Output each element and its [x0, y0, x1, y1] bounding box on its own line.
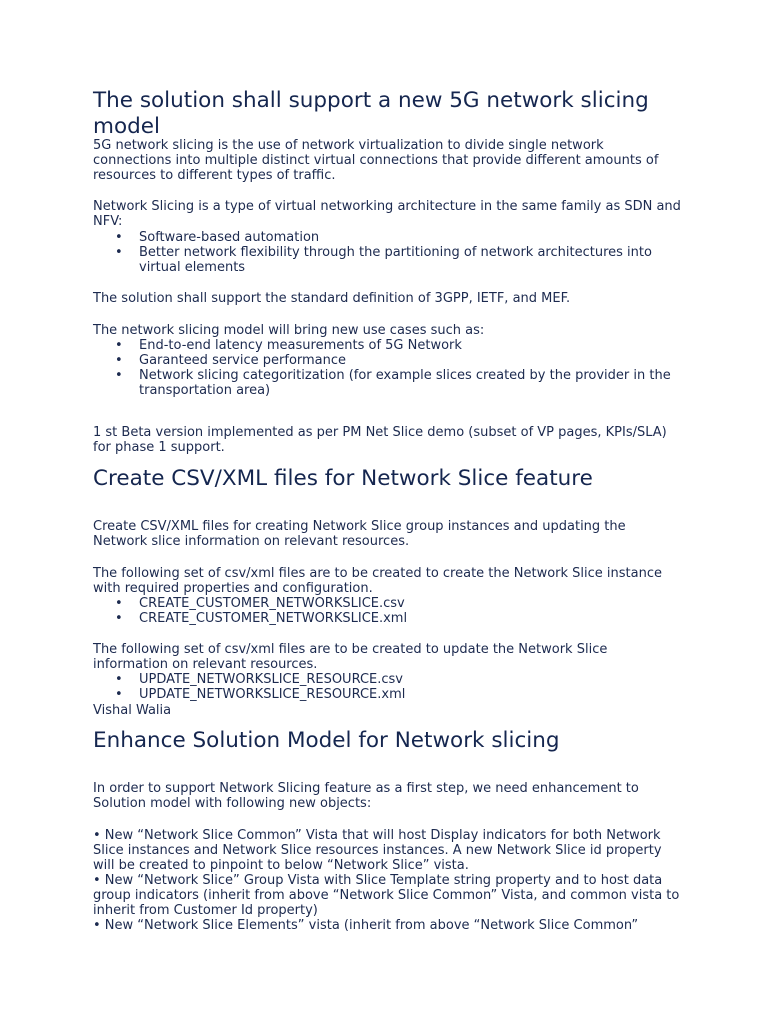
list-item: • Garanteed service performance: [93, 353, 683, 368]
section2-para2: The following set of csv/xml files are to be created to create the Network Slice instance with required properties and configuration.: [93, 566, 663, 596]
list-item: • CREATE_CUSTOMER_NETWORKSLICE.xml: [93, 611, 683, 626]
list-item: • CREATE_CUSTOMER_NETWORKSLICE.csv: [93, 596, 683, 611]
section2-para3: The following set of csv/xml files are to be created to update the Network Slice information on relevant resources.: [93, 642, 608, 672]
list-item: • Software-based automation: [93, 230, 683, 245]
section1-para2: Network Slicing is a type of virtual networking architecture in the same family as SDN and NFV:: [93, 199, 681, 229]
list-item: • UPDATE_NETWORKSLICE_RESOURCE.csv: [93, 672, 683, 687]
section2-intro: Create CSV/XML files for creating Network Slice group instances and updating the Network slice information on relevant resources.: [93, 519, 626, 549]
list-item: • End-to-end latency measurements of 5G Network: [93, 338, 683, 353]
list-item: • New “Network Slice Elements” vista (inherit from above “Network Slice Common”: [93, 918, 639, 933]
section3-title: Enhance Solution Model for Network slicing: [93, 728, 560, 753]
section1-intro: 5G network slicing is the use of network virtualization to divide single network connections into multiple distinct virtual connections that provide different amounts of resources to different types of traffic.: [93, 138, 659, 183]
section2-title: Create CSV/XML files for Network Slice feature: [93, 466, 593, 491]
list-item: • Better network flexibility through the partitioning of network architectures into virtual elements: [93, 245, 683, 275]
list-item: • New “Network Slice” Group Vista with Slice Template string property and to host data group indicators (inherit from above “Network Slice Common” Vista, and common vista to inherit from Customer Id property): [93, 873, 680, 918]
section3-items: [93, 828, 683, 933]
section2-bullet-list-1: [93, 596, 683, 626]
section3-intro: In order to support Network Slicing feature as a first step, we need enhancement to Solution model with following new objects:: [93, 781, 639, 811]
list-item: • New “Network Slice Common” Vista that will host Display indicators for both Network Slice instances and Network Slice resources instances. A new Network Slice id property will be created to pinpoint to below “Network Slice” vista.: [93, 828, 662, 873]
section2-author: Vishal Walia: [93, 703, 172, 718]
list-item: • Network slicing categoritization (for example slices created by the provider in the transportation area): [93, 368, 683, 398]
section1-para5: 1 st Beta version implemented as per PM Net Slice demo (subset of VP pages, KPIs/SLA) for phase 1 support.: [93, 425, 667, 455]
section1-title: The solution shall support a new 5G network slicing model: [93, 88, 649, 139]
list-item: • UPDATE_NETWORKSLICE_RESOURCE.xml: [93, 687, 683, 702]
section1-para3: The solution shall support the standard definition of 3GPP, IETF, and MEF.: [93, 291, 571, 306]
section1-para4: The network slicing model will bring new use cases such as:: [93, 323, 485, 338]
section1-bullet-list-1: [93, 230, 683, 275]
section2-bullet-list-2: [93, 672, 683, 702]
section1-bullet-list-2: [93, 338, 683, 398]
